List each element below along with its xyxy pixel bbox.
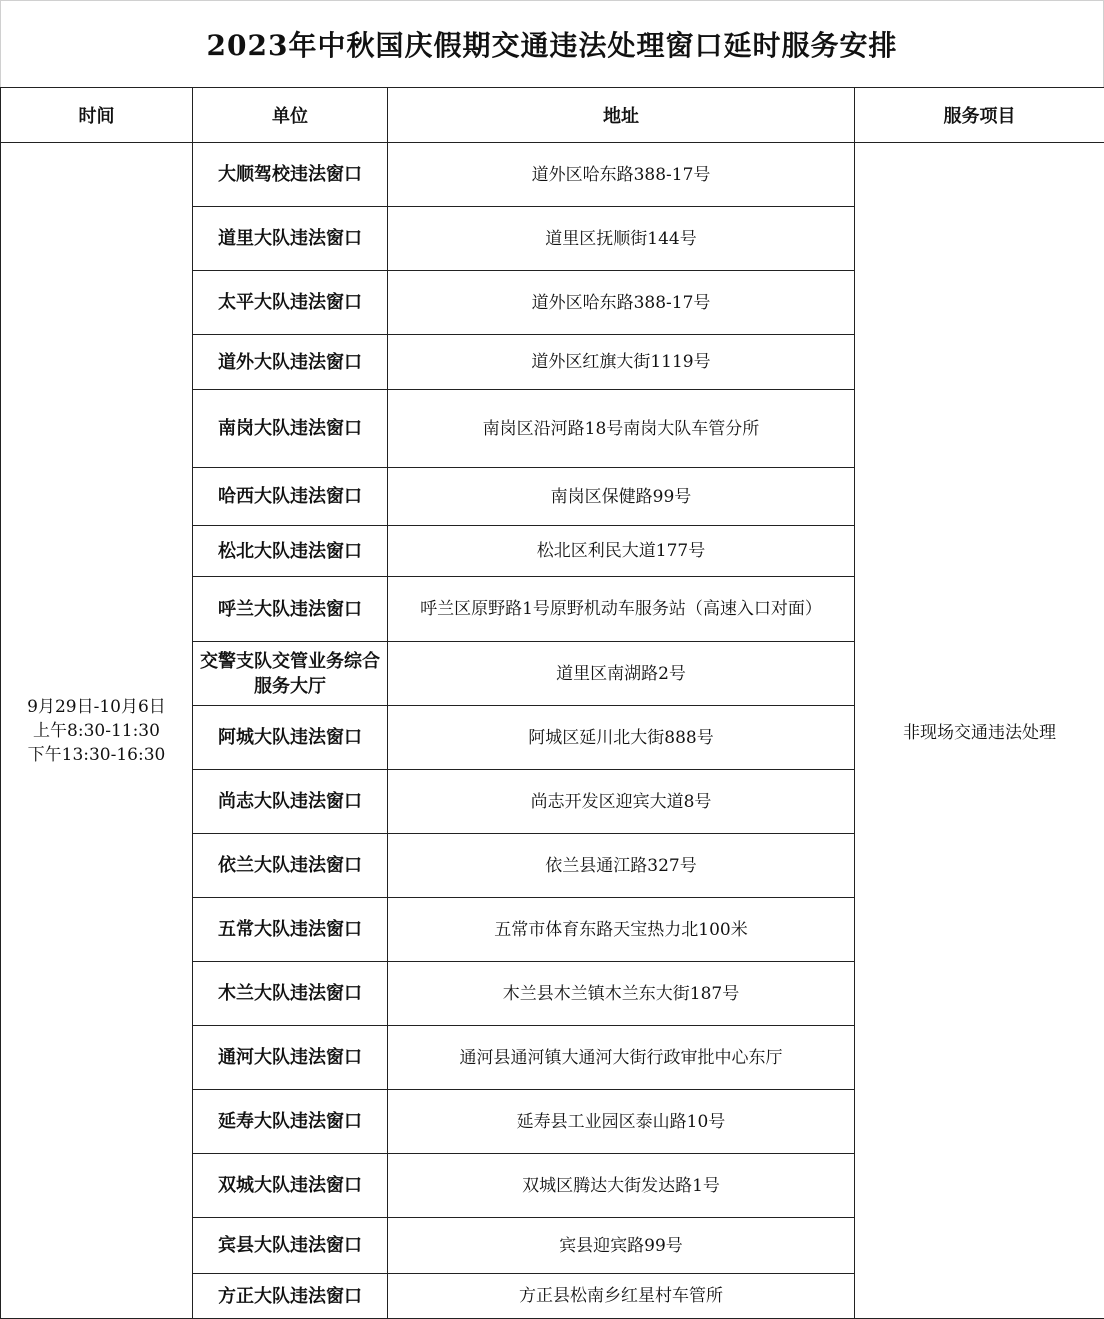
header-unit: 单位	[193, 88, 388, 143]
address-cell: 道里区抚顺街144号	[388, 207, 855, 271]
unit-cell: 南岗大队违法窗口	[193, 390, 388, 468]
unit-cell: 道外大队违法窗口	[193, 335, 388, 390]
address-cell: 道外区哈东路388-17号	[388, 143, 855, 207]
address-cell: 南岗区沿河路18号南岗大队车管分所	[388, 390, 855, 468]
unit-cell: 木兰大队违法窗口	[193, 962, 388, 1026]
unit-cell: 呼兰大队违法窗口	[193, 577, 388, 642]
address-cell: 呼兰区原野路1号原野机动车服务站（高速入口对面）	[388, 577, 855, 642]
address-cell: 五常市体育东路天宝热力北100米	[388, 898, 855, 962]
address-cell: 道外区红旗大街1119号	[388, 335, 855, 390]
address-cell: 南岗区保健路99号	[388, 468, 855, 526]
header-address: 地址	[388, 88, 855, 143]
time-line: 上午8:30-11:30	[7, 719, 186, 743]
unit-cell: 松北大队违法窗口	[193, 526, 388, 577]
address-cell: 方正县松南乡红星村车管所	[388, 1274, 855, 1319]
header-time: 时间	[1, 88, 193, 143]
unit-cell: 交警支队交管业务综合服务大厅	[193, 642, 388, 706]
time-line: 下午13:30-16:30	[7, 743, 186, 767]
unit-cell: 延寿大队违法窗口	[193, 1090, 388, 1154]
unit-cell: 双城大队违法窗口	[193, 1154, 388, 1218]
time-line: 9月29日-10月6日	[7, 695, 186, 719]
title-bar	[0, 0, 1104, 87]
schedule-table	[0, 87, 1104, 1319]
unit-cell: 阿城大队违法窗口	[193, 706, 388, 770]
address-cell: 道外区哈东路388-17号	[388, 271, 855, 335]
unit-cell: 五常大队违法窗口	[193, 898, 388, 962]
unit-cell: 大顺驾校违法窗口	[193, 143, 388, 207]
address-cell: 双城区腾达大街发达路1号	[388, 1154, 855, 1218]
header-row	[1, 88, 1104, 143]
header-service: 服务项目	[855, 88, 1104, 143]
unit-cell: 通河大队违法窗口	[193, 1026, 388, 1090]
address-cell: 木兰县木兰镇木兰东大街187号	[388, 962, 855, 1026]
address-cell: 依兰县通江路327号	[388, 834, 855, 898]
unit-cell: 方正大队违法窗口	[193, 1274, 388, 1319]
table-row	[1, 143, 1104, 207]
address-cell: 尚志开发区迎宾大道8号	[388, 770, 855, 834]
address-cell: 松北区利民大道177号	[388, 526, 855, 577]
address-cell: 通河县通河镇大通河大街行政审批中心东厅	[388, 1026, 855, 1090]
table-body	[1, 143, 1104, 1319]
unit-cell: 宾县大队违法窗口	[193, 1218, 388, 1274]
unit-cell: 哈西大队违法窗口	[193, 468, 388, 526]
address-cell: 阿城区延川北大街888号	[388, 706, 855, 770]
unit-cell: 尚志大队违法窗口	[193, 770, 388, 834]
page-title: 2023年中秋国庆假期交通违法处理窗口延时服务安排	[207, 24, 898, 64]
unit-cell: 太平大队违法窗口	[193, 271, 388, 335]
time-cell	[1, 143, 193, 1319]
unit-cell: 道里大队违法窗口	[193, 207, 388, 271]
service-cell: 非现场交通违法处理	[855, 143, 1104, 1319]
unit-cell: 依兰大队违法窗口	[193, 834, 388, 898]
address-cell: 宾县迎宾路99号	[388, 1218, 855, 1274]
address-cell: 道里区南湖路2号	[388, 642, 855, 706]
address-cell: 延寿县工业园区泰山路10号	[388, 1090, 855, 1154]
